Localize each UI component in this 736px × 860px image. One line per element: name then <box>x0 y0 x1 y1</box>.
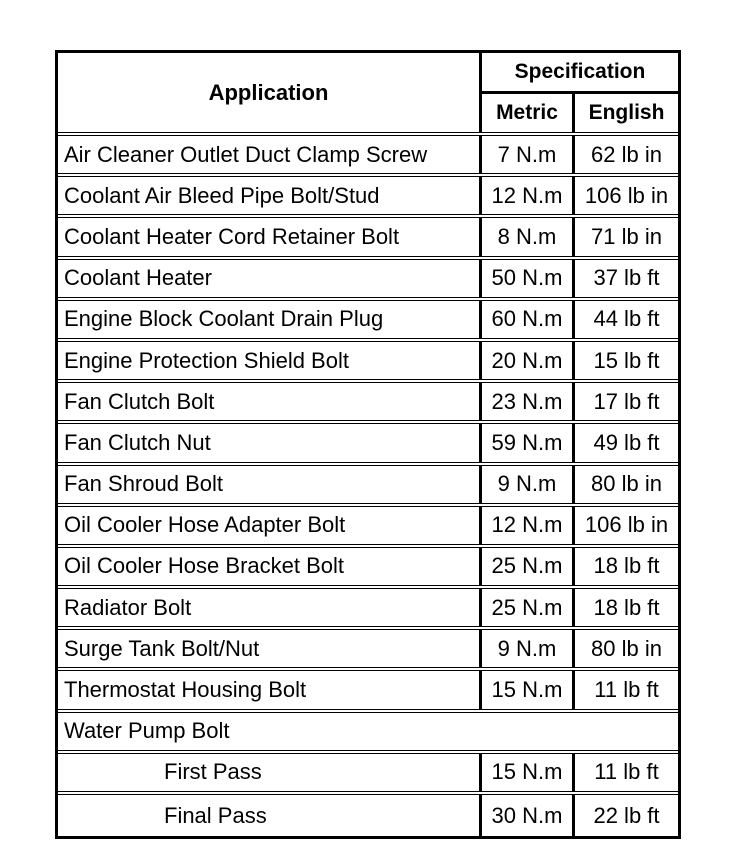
table-row <box>58 589 678 630</box>
application-cell: Final Pass <box>58 795 482 836</box>
english-cell: 11 lb ft <box>594 759 659 785</box>
english-cell: 44 lb ft <box>593 306 660 332</box>
metric-cell: 30 N.m <box>482 795 575 836</box>
application-cell: Coolant Air Bleed Pipe Bolt/Stud <box>58 177 482 214</box>
table-row <box>58 466 678 507</box>
table-header <box>58 53 678 136</box>
english-cell: 22 lb ft <box>593 802 660 828</box>
metric-cell: 59 N.m <box>482 424 575 461</box>
application-cell: Engine Block Coolant Drain Plug <box>58 301 482 338</box>
application-cell: Fan Clutch Bolt <box>58 383 482 420</box>
english-cell: 37 lb ft <box>593 265 660 291</box>
table-row <box>58 795 678 836</box>
application-cell: Radiator Bolt <box>58 589 482 626</box>
application-cell: Oil Cooler Hose Adapter Bolt <box>58 507 482 544</box>
table-row <box>58 383 678 424</box>
application-cell: Air Cleaner Outlet Duct Clamp Screw <box>58 136 482 173</box>
english-cell: 17 lb ft <box>593 388 660 414</box>
table-row <box>58 177 678 218</box>
application-cell: Oil Cooler Hose Bracket Bolt <box>58 548 482 585</box>
english-cell: 80 lb in <box>591 635 662 661</box>
metric-cell: 20 N.m <box>482 342 575 379</box>
table-row <box>58 301 678 342</box>
application-cell: Fan Clutch Nut <box>58 424 482 461</box>
specification-header: Specification <box>482 53 678 94</box>
table-row <box>58 754 678 795</box>
application-column-header: Application <box>58 53 482 132</box>
metric-cell: 25 N.m <box>482 548 575 585</box>
metric-cell: 9 N.m <box>482 630 575 667</box>
table-row <box>58 548 678 589</box>
specification-header-group <box>482 53 678 132</box>
torque-spec-table <box>55 50 681 839</box>
metric-cell: 15 N.m <box>482 671 575 708</box>
english-cell: 11 lb ft <box>594 677 659 703</box>
table-row <box>58 136 678 177</box>
metric-cell: 25 N.m <box>482 589 575 626</box>
english-cell: 106 lb in <box>584 182 669 208</box>
table-row <box>58 424 678 465</box>
table-row <box>58 218 678 259</box>
english-cell: 62 lb in <box>591 141 662 167</box>
metric-cell: 12 N.m <box>482 507 575 544</box>
metric-column-header: Metric <box>482 94 575 132</box>
metric-cell: 9 N.m <box>482 466 575 503</box>
metric-cell: 12 N.m <box>482 177 575 214</box>
application-cell: Thermostat Housing Bolt <box>58 671 482 708</box>
application-cell: Coolant Heater Cord Retainer Bolt <box>58 218 482 255</box>
metric-cell: 60 N.m <box>482 301 575 338</box>
application-cell: Coolant Heater <box>58 260 482 297</box>
metric-cell: 8 N.m <box>482 218 575 255</box>
english-cell: 106 lb in <box>584 512 669 538</box>
english-cell: 18 lb ft <box>593 594 660 620</box>
table-row <box>58 507 678 548</box>
specification-subheaders <box>482 94 678 132</box>
metric-cell: 50 N.m <box>482 260 575 297</box>
english-cell: 71 lb in <box>591 223 662 249</box>
english-cell: 18 lb ft <box>593 553 660 579</box>
table-row <box>58 342 678 383</box>
english-cell: 80 lb in <box>591 471 662 497</box>
metric-cell: 7 N.m <box>482 136 575 173</box>
application-cell: Engine Protection Shield Bolt <box>58 342 482 379</box>
application-cell: Surge Tank Bolt/Nut <box>58 630 482 667</box>
metric-cell: 23 N.m <box>482 383 575 420</box>
application-cell: Water Pump Bolt <box>64 718 230 744</box>
english-cell: 15 lb ft <box>593 347 660 373</box>
metric-cell: 15 N.m <box>482 754 575 791</box>
table-row <box>58 260 678 301</box>
english-column-header: English <box>588 101 665 124</box>
application-cell: First Pass <box>58 754 482 791</box>
table-body <box>58 136 678 836</box>
table-row <box>58 671 678 712</box>
english-cell: 49 lb ft <box>593 429 660 455</box>
application-cell: Fan Shroud Bolt <box>58 466 482 503</box>
table-row <box>58 630 678 671</box>
table-row <box>58 713 678 754</box>
